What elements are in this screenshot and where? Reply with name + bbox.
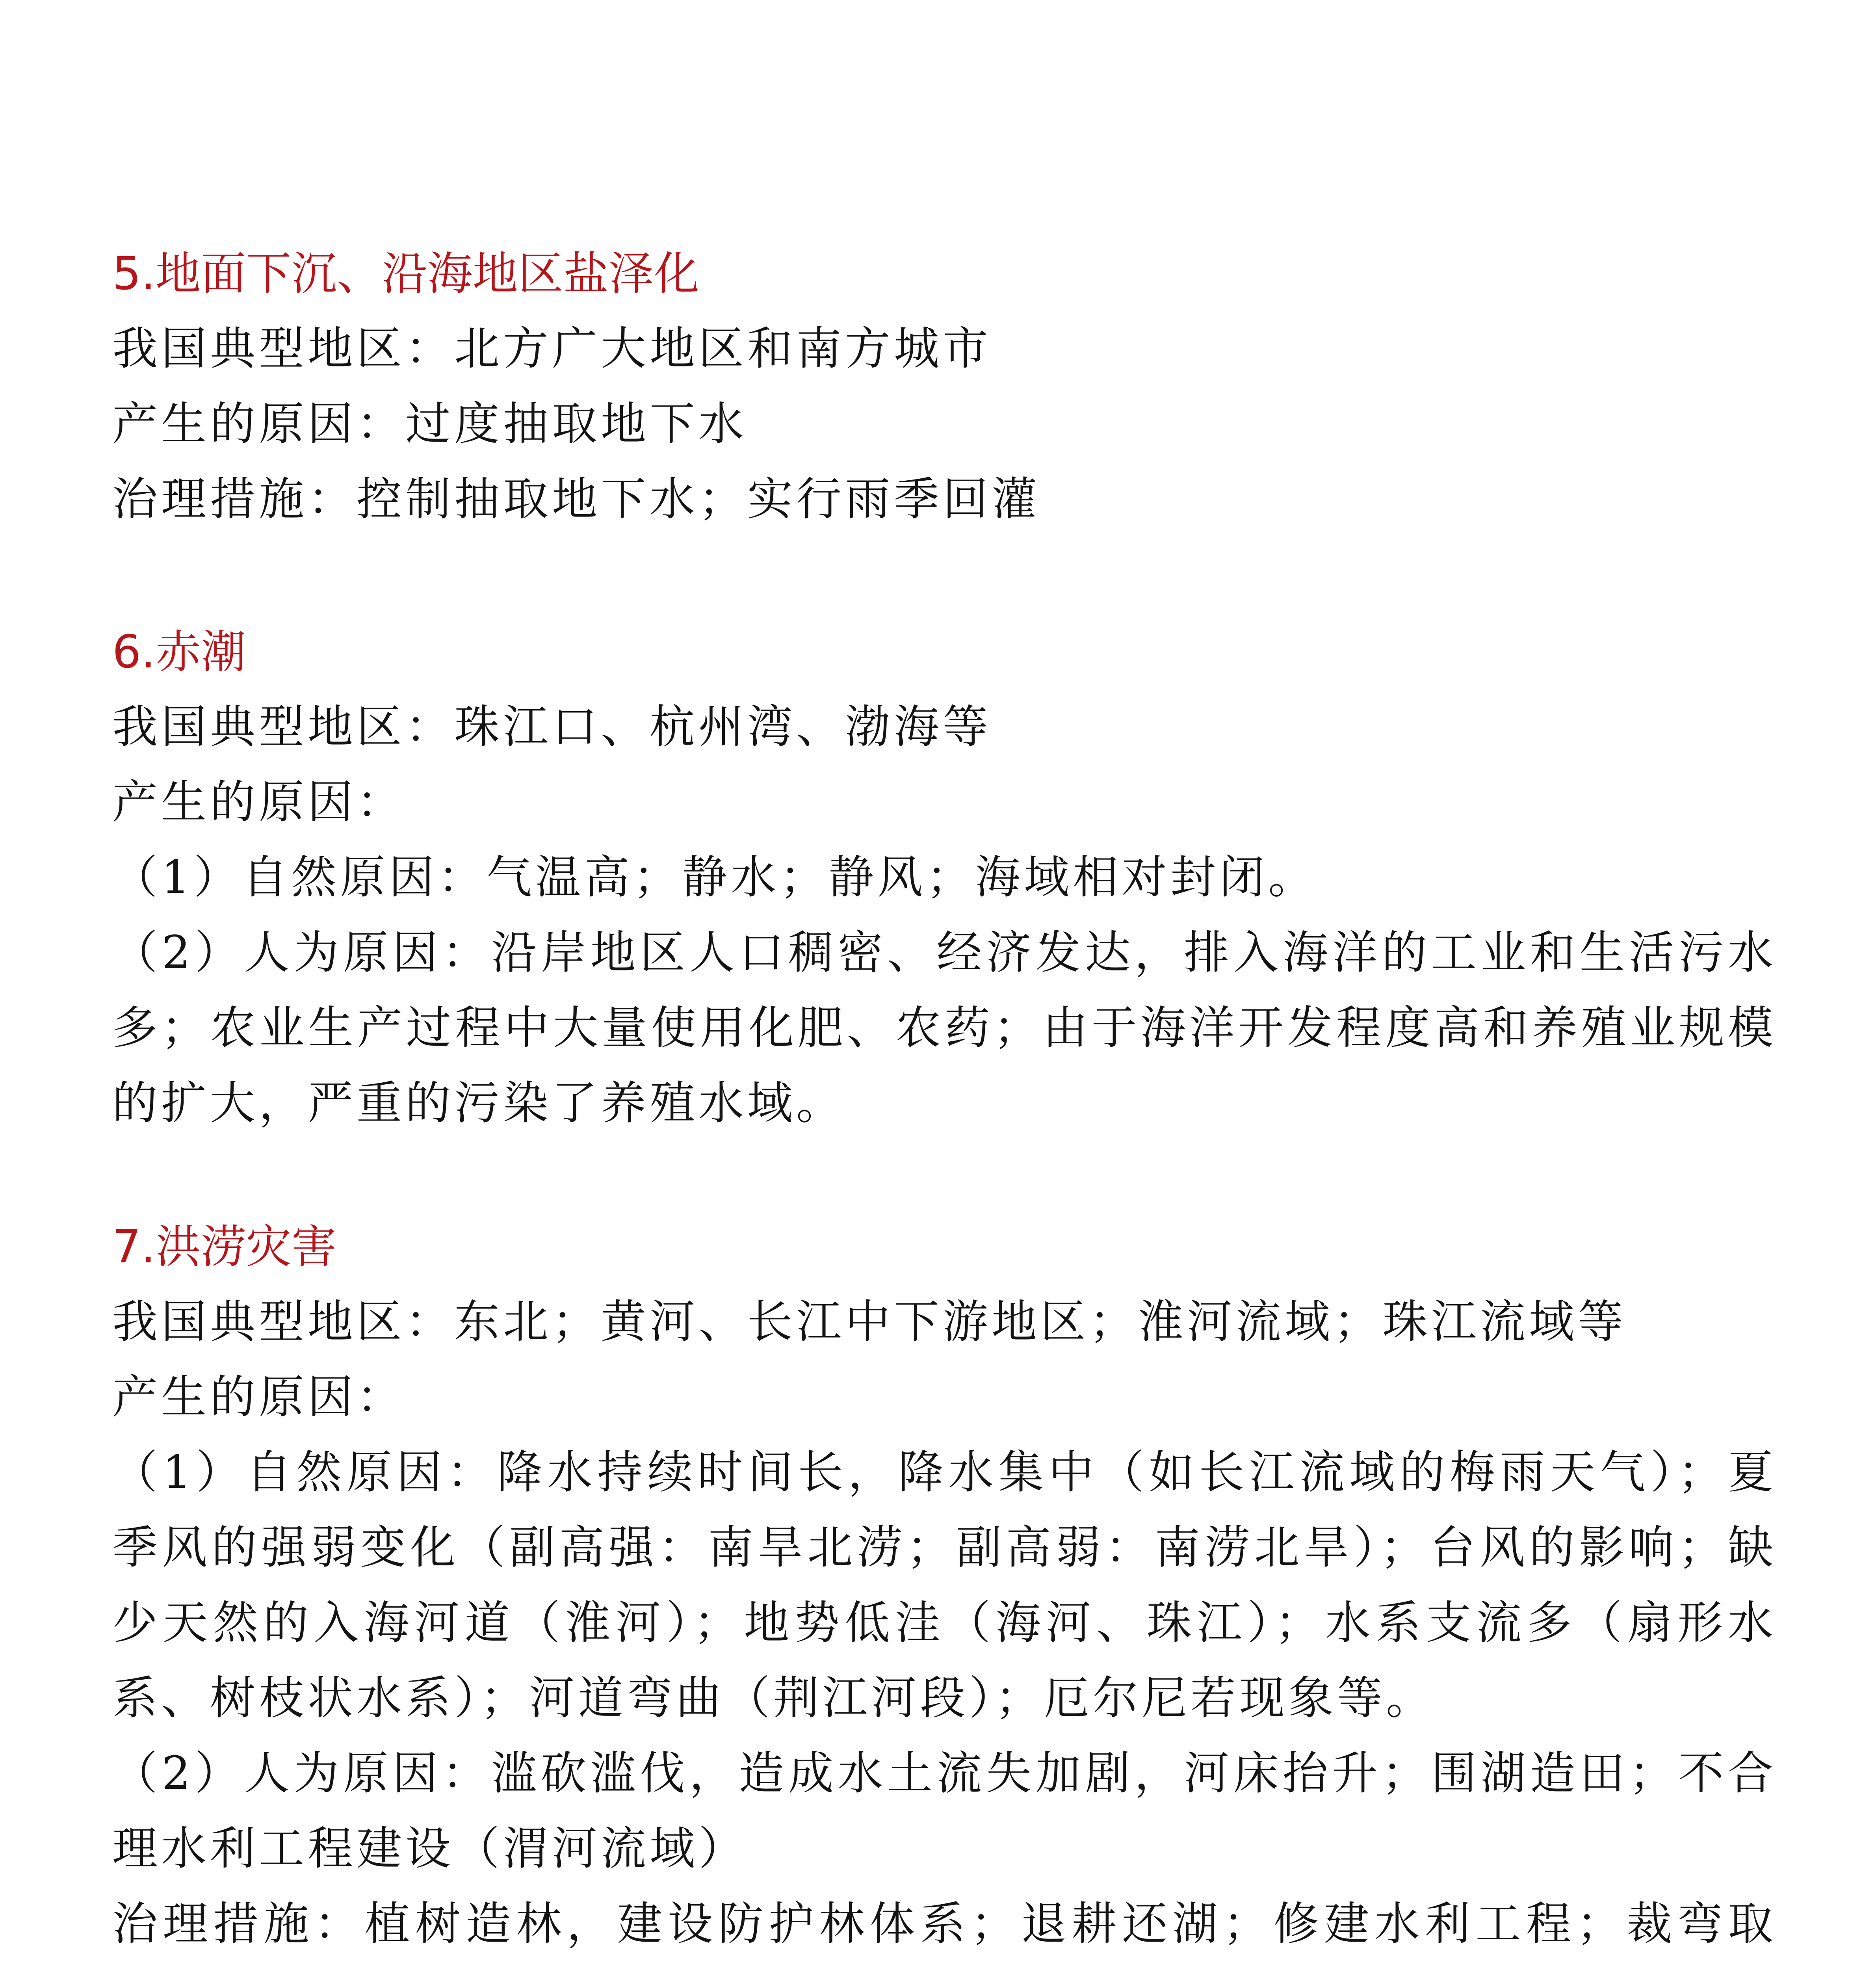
section-body-7: [112, 1284, 1777, 1970]
paragraph: 我国典型地区：东北；黄河、长江中下游地区；淮河流域；珠江流域等: [112, 1295, 1627, 1348]
paragraph: （1）自然原因：气温高；静水；静风；海域相对封闭。: [112, 851, 1317, 904]
section-heading-7: 7.洪涝灾害: [112, 1221, 337, 1273]
paragraph: （2）人为原因：沿岸地区人口稠密、经济发达，排入海洋的工业和生活污水多；农业生产过程中大量使用化肥、农药；由于海洋开发程度高和养殖业规模的扩大，严重的污染了养殖水域。: [112, 926, 1777, 1130]
paragraph: 我国典型地区：珠江口、杭州湾、渤海等: [112, 701, 992, 753]
section-heading-6: 6.赤潮: [112, 626, 246, 678]
section-body-6: [112, 690, 1777, 1141]
section-heading-5: 5.地面下沉、沿海地区盐泽化: [112, 247, 699, 300]
paragraph: 我国典型地区：北方广大地区和南方城市: [112, 322, 992, 375]
paragraph: （2）人为原因：滥砍滥伐，造成水土流失加剧，河床抬升；围湖造田；不合理水利工程建设（渭河流域）: [112, 1747, 1777, 1875]
paragraph: 产生的原因：: [112, 1371, 406, 1424]
paragraph: 产生的原因：过度抽取地下水: [112, 398, 748, 450]
paragraph: 治理措施：控制抽取地下水；实行雨季回灌: [112, 473, 1041, 526]
paragraph: 产生的原因：: [112, 776, 406, 829]
paragraph: 治理措施：植树造林，建设防护林体系；退耕还湖；修建水利工程；裁弯取: [112, 1898, 1777, 1950]
paragraph: （1）自然原因：降水持续时间长，降水集中（如长江流域的梅雨天气）；夏季风的强弱变化（副高强：南旱北涝；副高弱：南涝北旱）；台风的影响；缺少天然的入海河道（淮河）；地势低洼（海河、珠江）；水系支流多（扇形水系、树枝状水系）；河道弯曲（荆江河段）；厄尔尼若现象等。: [112, 1446, 1777, 1725]
section-body-5: [112, 311, 1777, 537]
